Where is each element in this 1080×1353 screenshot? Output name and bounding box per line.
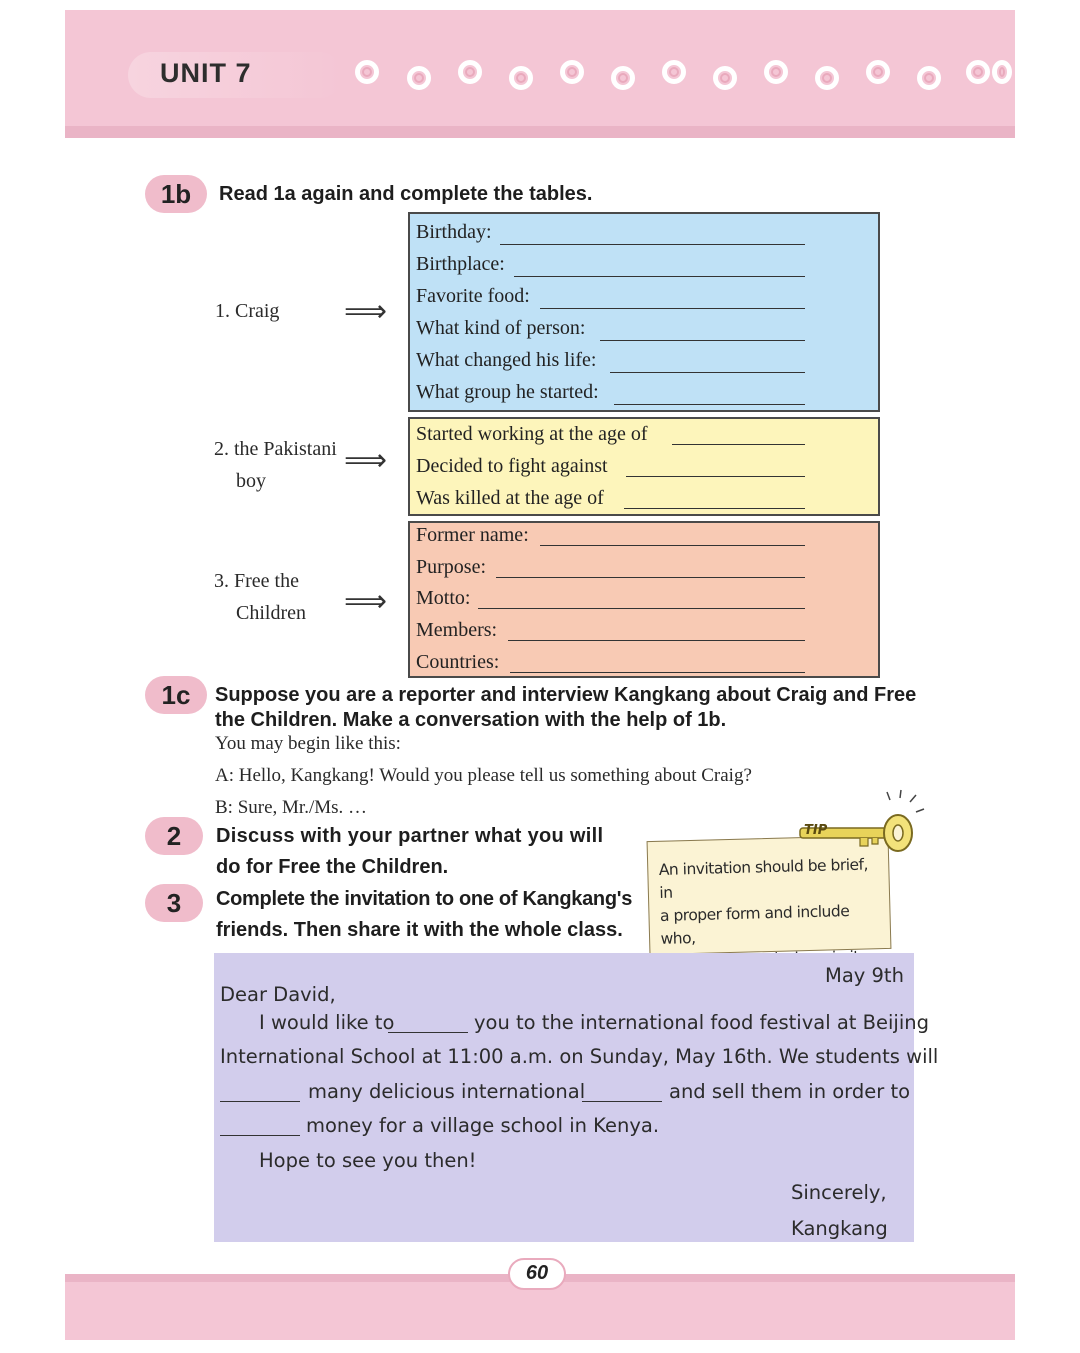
instruction-3-line2: friends. Then share it with the whole class.	[216, 919, 623, 941]
letter-blank[interactable]	[220, 1135, 300, 1136]
ring-icon	[815, 66, 839, 90]
ring-icon	[509, 66, 533, 90]
section-badge-1c: 1c	[145, 676, 207, 714]
arrow-icon: ⟹	[344, 584, 388, 619]
unit-title: UNIT 7	[160, 58, 252, 88]
letter-date: May 9th	[825, 964, 904, 987]
section-badge-1b: 1b	[145, 175, 207, 213]
answer-blank[interactable]	[478, 608, 805, 609]
letter-line-2: International School at 11:00 a.m. on Sunday, May 16th. We students will	[220, 1045, 939, 1068]
letter-blank[interactable]	[388, 1032, 468, 1033]
ring-icon	[662, 60, 686, 84]
answer-blank[interactable]	[508, 640, 805, 641]
ring-icon	[713, 66, 737, 90]
letter-blank[interactable]	[220, 1101, 300, 1102]
section-badge-3: 3	[145, 884, 203, 922]
answer-blank[interactable]	[610, 372, 805, 373]
table-row-label: Countries:	[416, 651, 500, 673]
subject-craig: 1. Craig	[215, 300, 280, 322]
answer-blank[interactable]	[500, 244, 805, 245]
dialogue-line-b: B: Sure, Mr./Ms. …	[215, 797, 368, 818]
subject-pakistani-boy: 2. the Pakistani	[214, 438, 337, 460]
table-row-label: Was killed at the age of	[416, 487, 604, 509]
ring-icon	[992, 60, 1012, 84]
letter-line-4: money for a village school in Kenya.	[306, 1114, 660, 1137]
free-the-children-table	[408, 521, 880, 678]
instruction-2-line1: Discuss with your partner what you will	[216, 825, 604, 847]
arrow-icon: ⟹	[344, 443, 388, 478]
table-row-label: Members:	[416, 619, 498, 641]
answer-blank[interactable]	[540, 545, 805, 546]
table-row-label: Former name:	[416, 524, 529, 546]
table-row-label: Favorite food:	[416, 285, 530, 307]
tip-label: TIP	[804, 823, 828, 838]
craig-table	[408, 212, 880, 412]
letter-line-5: Hope to see you then!	[259, 1149, 477, 1172]
ring-icon	[866, 60, 890, 84]
section-badge-2: 2	[145, 817, 203, 855]
pakistani-boy-table	[408, 417, 880, 516]
header-divider	[65, 126, 1015, 138]
letter-signature: Kangkang	[791, 1217, 888, 1240]
intro-text: You may begin like this:	[215, 733, 401, 754]
table-row-label: What changed his life:	[416, 349, 597, 371]
letter-line-1b: you to the international food festival at Beijing	[474, 1011, 929, 1034]
answer-blank[interactable]	[626, 476, 805, 477]
table-row-label: What kind of person:	[416, 317, 586, 339]
instruction-3-line1: Complete the invitation to one of Kangkang's	[216, 888, 633, 910]
tip-line: a proper form and include who,	[659, 901, 850, 948]
answer-blank[interactable]	[624, 508, 805, 509]
letter-closing: Sincerely,	[791, 1181, 887, 1204]
letter-blank[interactable]	[582, 1101, 662, 1102]
answer-blank[interactable]	[510, 672, 805, 673]
answer-blank[interactable]	[672, 444, 805, 445]
arrow-icon: ⟹	[344, 294, 388, 329]
ring-icon	[917, 66, 941, 90]
table-row-label: Birthplace:	[416, 253, 505, 275]
instruction-1b: Read 1a again and complete the tables.	[219, 183, 593, 205]
subject-free-the-children: 3. Free the	[214, 570, 299, 592]
letter-line-3a: many delicious international	[308, 1080, 586, 1103]
ring-icon	[611, 66, 635, 90]
instruction-1c-line2: the Children. Make a conversation with the help of 1b.	[215, 709, 727, 731]
tip-line: An invitation should be brief, in	[658, 855, 869, 902]
subject-free-the-children-line2: Children	[236, 602, 306, 624]
ring-icon	[560, 60, 584, 84]
table-row-label: Motto:	[416, 587, 471, 609]
letter-greeting: Dear David,	[220, 983, 336, 1006]
page-number: 60	[525, 1262, 549, 1284]
answer-blank[interactable]	[514, 276, 805, 277]
answer-blank[interactable]	[614, 404, 805, 405]
letter-line-3b: and sell them in order to	[669, 1080, 911, 1103]
ring-icon	[764, 60, 788, 84]
instruction-2-line2: do for Free the Children.	[216, 856, 449, 878]
ring-icon	[966, 60, 990, 84]
table-row-label: Decided to fight against	[416, 455, 608, 477]
ring-icon	[407, 66, 431, 90]
letter-line-1a: I would like to	[259, 1011, 395, 1034]
answer-blank[interactable]	[496, 577, 805, 578]
table-row-label: Birthday:	[416, 221, 492, 243]
subject-pakistani-boy-line2: boy	[236, 470, 266, 492]
dialogue-line-a: A: Hello, Kangkang! Would you please tell us something about Craig?	[215, 765, 752, 786]
ring-icon	[458, 60, 482, 84]
answer-blank[interactable]	[540, 308, 805, 309]
answer-blank[interactable]	[600, 340, 805, 341]
table-row-label: What group he started:	[416, 381, 599, 403]
instruction-1c-line1: Suppose you are a reporter and interview Kangkang about Craig and Free	[215, 684, 917, 706]
table-row-label: Purpose:	[416, 556, 486, 578]
table-row-label: Started working at the age of	[416, 423, 648, 445]
ring-icon	[355, 60, 379, 84]
